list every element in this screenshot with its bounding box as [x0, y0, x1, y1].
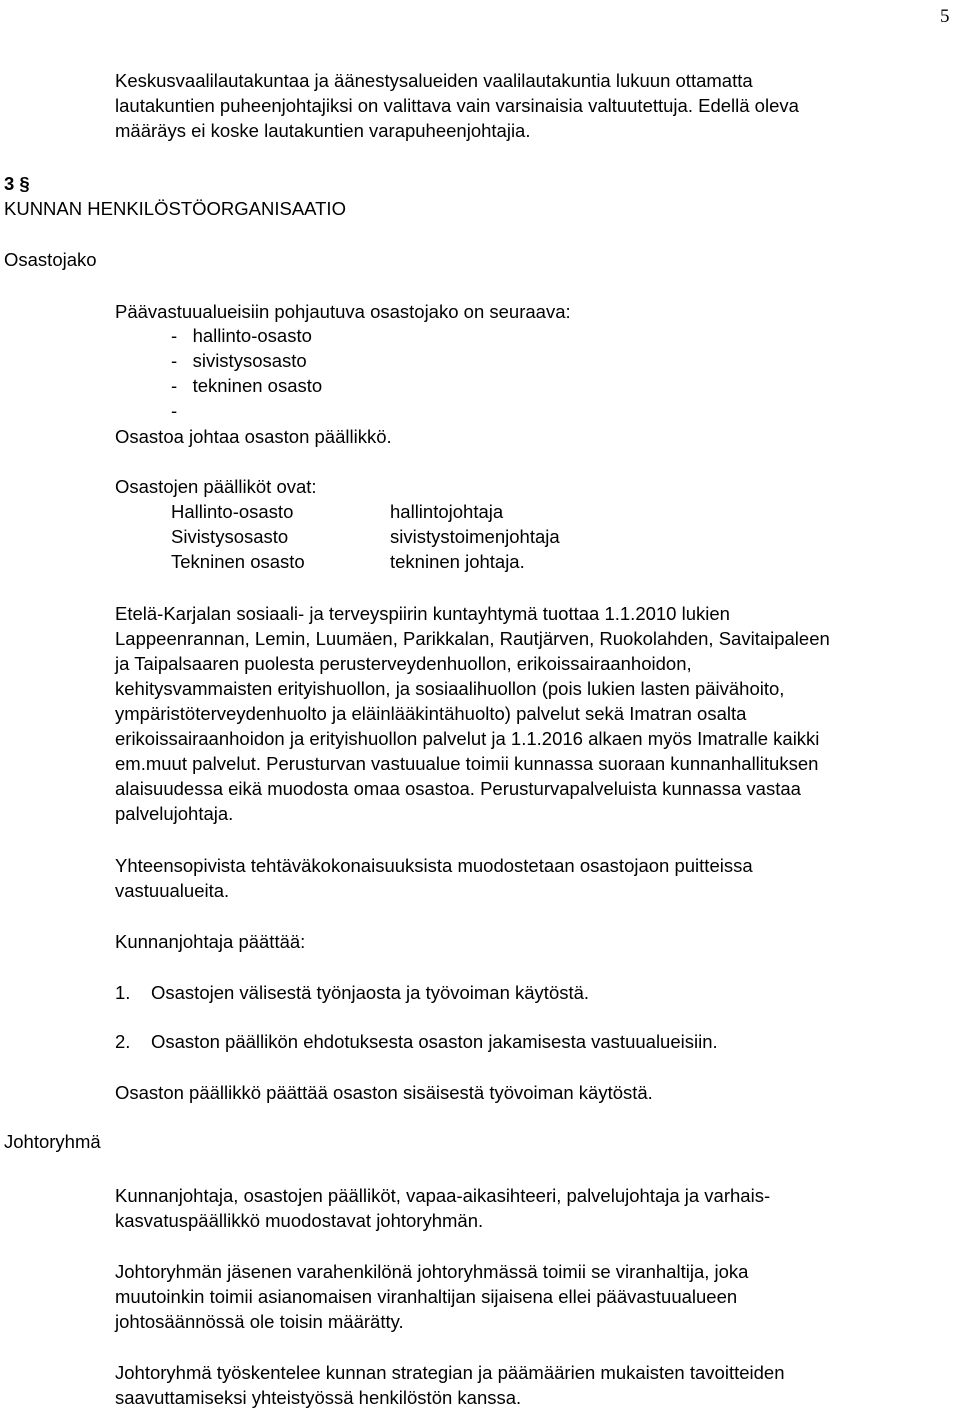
numbered-item-text: Osaston päällikön ehdotuksesta osaston jakamisesta vastuualueisiin. — [151, 1031, 718, 1052]
intro-paragraph — [115, 68, 960, 143]
ekso-line: alaisuudessa eikä muodosta omaa osastoa. Perusturvapalveluista kunnassa vastaa — [115, 778, 801, 799]
chief-department: Sivistysosasto — [171, 526, 289, 547]
chief-title: hallintojohtaja — [390, 501, 504, 522]
numbered-item-number: 1. — [115, 982, 131, 1003]
chief-department: Tekninen osasto — [171, 551, 305, 572]
johtoryhma-line: saavuttamiseksi yhteistyössä henkilöstön kanssa. — [115, 1387, 522, 1408]
compat-line: Yhteensopivista tehtäväkokonaisuuksista muodostetaan osastojaon puitteissa — [115, 855, 753, 876]
side-label-osastojako: Osastojako — [4, 249, 97, 270]
ekso-line: Lappeenrannan, Lemin, Luumäen, Parikkalan, Rautjärven, Ruokolahden, Savitaipaleen — [115, 628, 830, 649]
chief-department: Hallinto-osasto — [171, 501, 294, 522]
ekso-line: em.muut palvelut. Perusturvan vastuualue toimii kunnassa suoraan kunnanhallituksen — [115, 753, 819, 774]
ekso-paragraph — [115, 601, 960, 826]
chief-title: sivistystoimenjohtaja — [390, 526, 560, 547]
ekso-line: kehitysvammaisten erityishuollon, ja sosiaalihuollon (pois lukien lasten päivähoito, — [115, 678, 785, 699]
head-line: Osastoa johtaa osaston päällikkö. — [115, 426, 392, 447]
compat-paragraph — [115, 853, 960, 903]
department-list-item: - — [171, 400, 178, 421]
johtoryhma-line: johtosäännössä ole toisin määrätty. — [115, 1311, 404, 1332]
department-list-item: - sivistysosasto — [171, 350, 307, 371]
chiefs-titles — [390, 499, 560, 574]
johtoryhma-paragraph-3 — [115, 1360, 960, 1410]
chiefs-intro: Osastojen päälliköt ovat: — [115, 476, 317, 497]
compat-line: vastuualueita. — [115, 880, 230, 901]
department-list-item: - hallinto-osasto — [171, 325, 312, 346]
numbered-item — [115, 980, 590, 1005]
johtoryhma-line: Kunnanjohtaja, osastojen päälliköt, vapaa-aikasihteeri, palvelujohtaja ja varhais- — [115, 1185, 771, 1206]
ekso-line: erikoissairaanhoidon ja erityishuollon palvelut ja 1.1.2016 alkaen myös Imatralle kaikki — [115, 728, 820, 749]
johtoryhma-line: muutoinkin toimii asianomaisen viranhaltijan sijaisena ellei päävastuualueen — [115, 1286, 738, 1307]
ekso-line: palvelujohtaja. — [115, 803, 234, 824]
ekso-line: ympäristöterveydenhuolto ja eläinlääkintähuolto) palvelut sekä Imatran osalta — [115, 703, 747, 724]
numbered-item-text: Osastojen välisestä työnjaosta ja työvoiman käytöstä. — [151, 982, 590, 1003]
ekso-line: Etelä-Karjalan sosiaali- ja terveyspiirin kuntayhtymä tuottaa 1.1.2010 lukien — [115, 603, 730, 624]
intro-line: Keskusvaalilautakuntaa ja äänestysalueiden vaalilautakuntia lukuun ottamatta — [115, 70, 753, 91]
intro-line: lautakuntien puheenjohtajiksi on valittava vain varsinaisia valtuutettuja. Edellä oleva — [115, 95, 799, 116]
decides-heading: Kunnanjohtaja päättää: — [115, 931, 306, 952]
chiefs-departments — [171, 499, 305, 574]
johtoryhma-paragraph-1 — [115, 1183, 960, 1233]
numbered-item — [115, 1029, 718, 1054]
johtoryhma-line: Johtoryhmä työskentelee kunnan strategian ja päämäärien mukaisten tavoitteiden — [115, 1362, 785, 1383]
johtoryhma-line: kasvatuspäällikkö muodostavat johtoryhmän. — [115, 1210, 484, 1231]
intro-line: määräys ei koske lautakuntien varapuheenjohtajia. — [115, 120, 531, 141]
ekso-line: ja Taipalsaaren puolesta perusterveydenhuollon, erikoissairaanhoidon, — [115, 653, 692, 674]
section-title: KUNNAN HENKILÖSTÖORGANISAATIO — [4, 198, 346, 219]
osastojako-lead: Päävastuualueisiin pohjautuva osastojako on seuraava: — [115, 301, 571, 322]
side-label-johtoryhma: Johtoryhmä — [4, 1131, 101, 1152]
department-list-item: - tekninen osasto — [171, 375, 323, 396]
johtoryhma-line: Johtoryhmän jäsenen varahenkilönä johtoryhmässä toimii se viranhaltija, joka — [115, 1261, 749, 1282]
page-number: 5 — [940, 6, 950, 27]
numbered-item-number: 2. — [115, 1031, 131, 1052]
chief-decides: Osaston päällikkö päättää osaston sisäisestä työvoiman käytöstä. — [115, 1082, 653, 1103]
chief-title: tekninen johtaja. — [390, 551, 525, 572]
johtoryhma-paragraph-2 — [115, 1259, 960, 1334]
department-list — [171, 323, 322, 423]
section-number: 3 § — [4, 173, 30, 194]
